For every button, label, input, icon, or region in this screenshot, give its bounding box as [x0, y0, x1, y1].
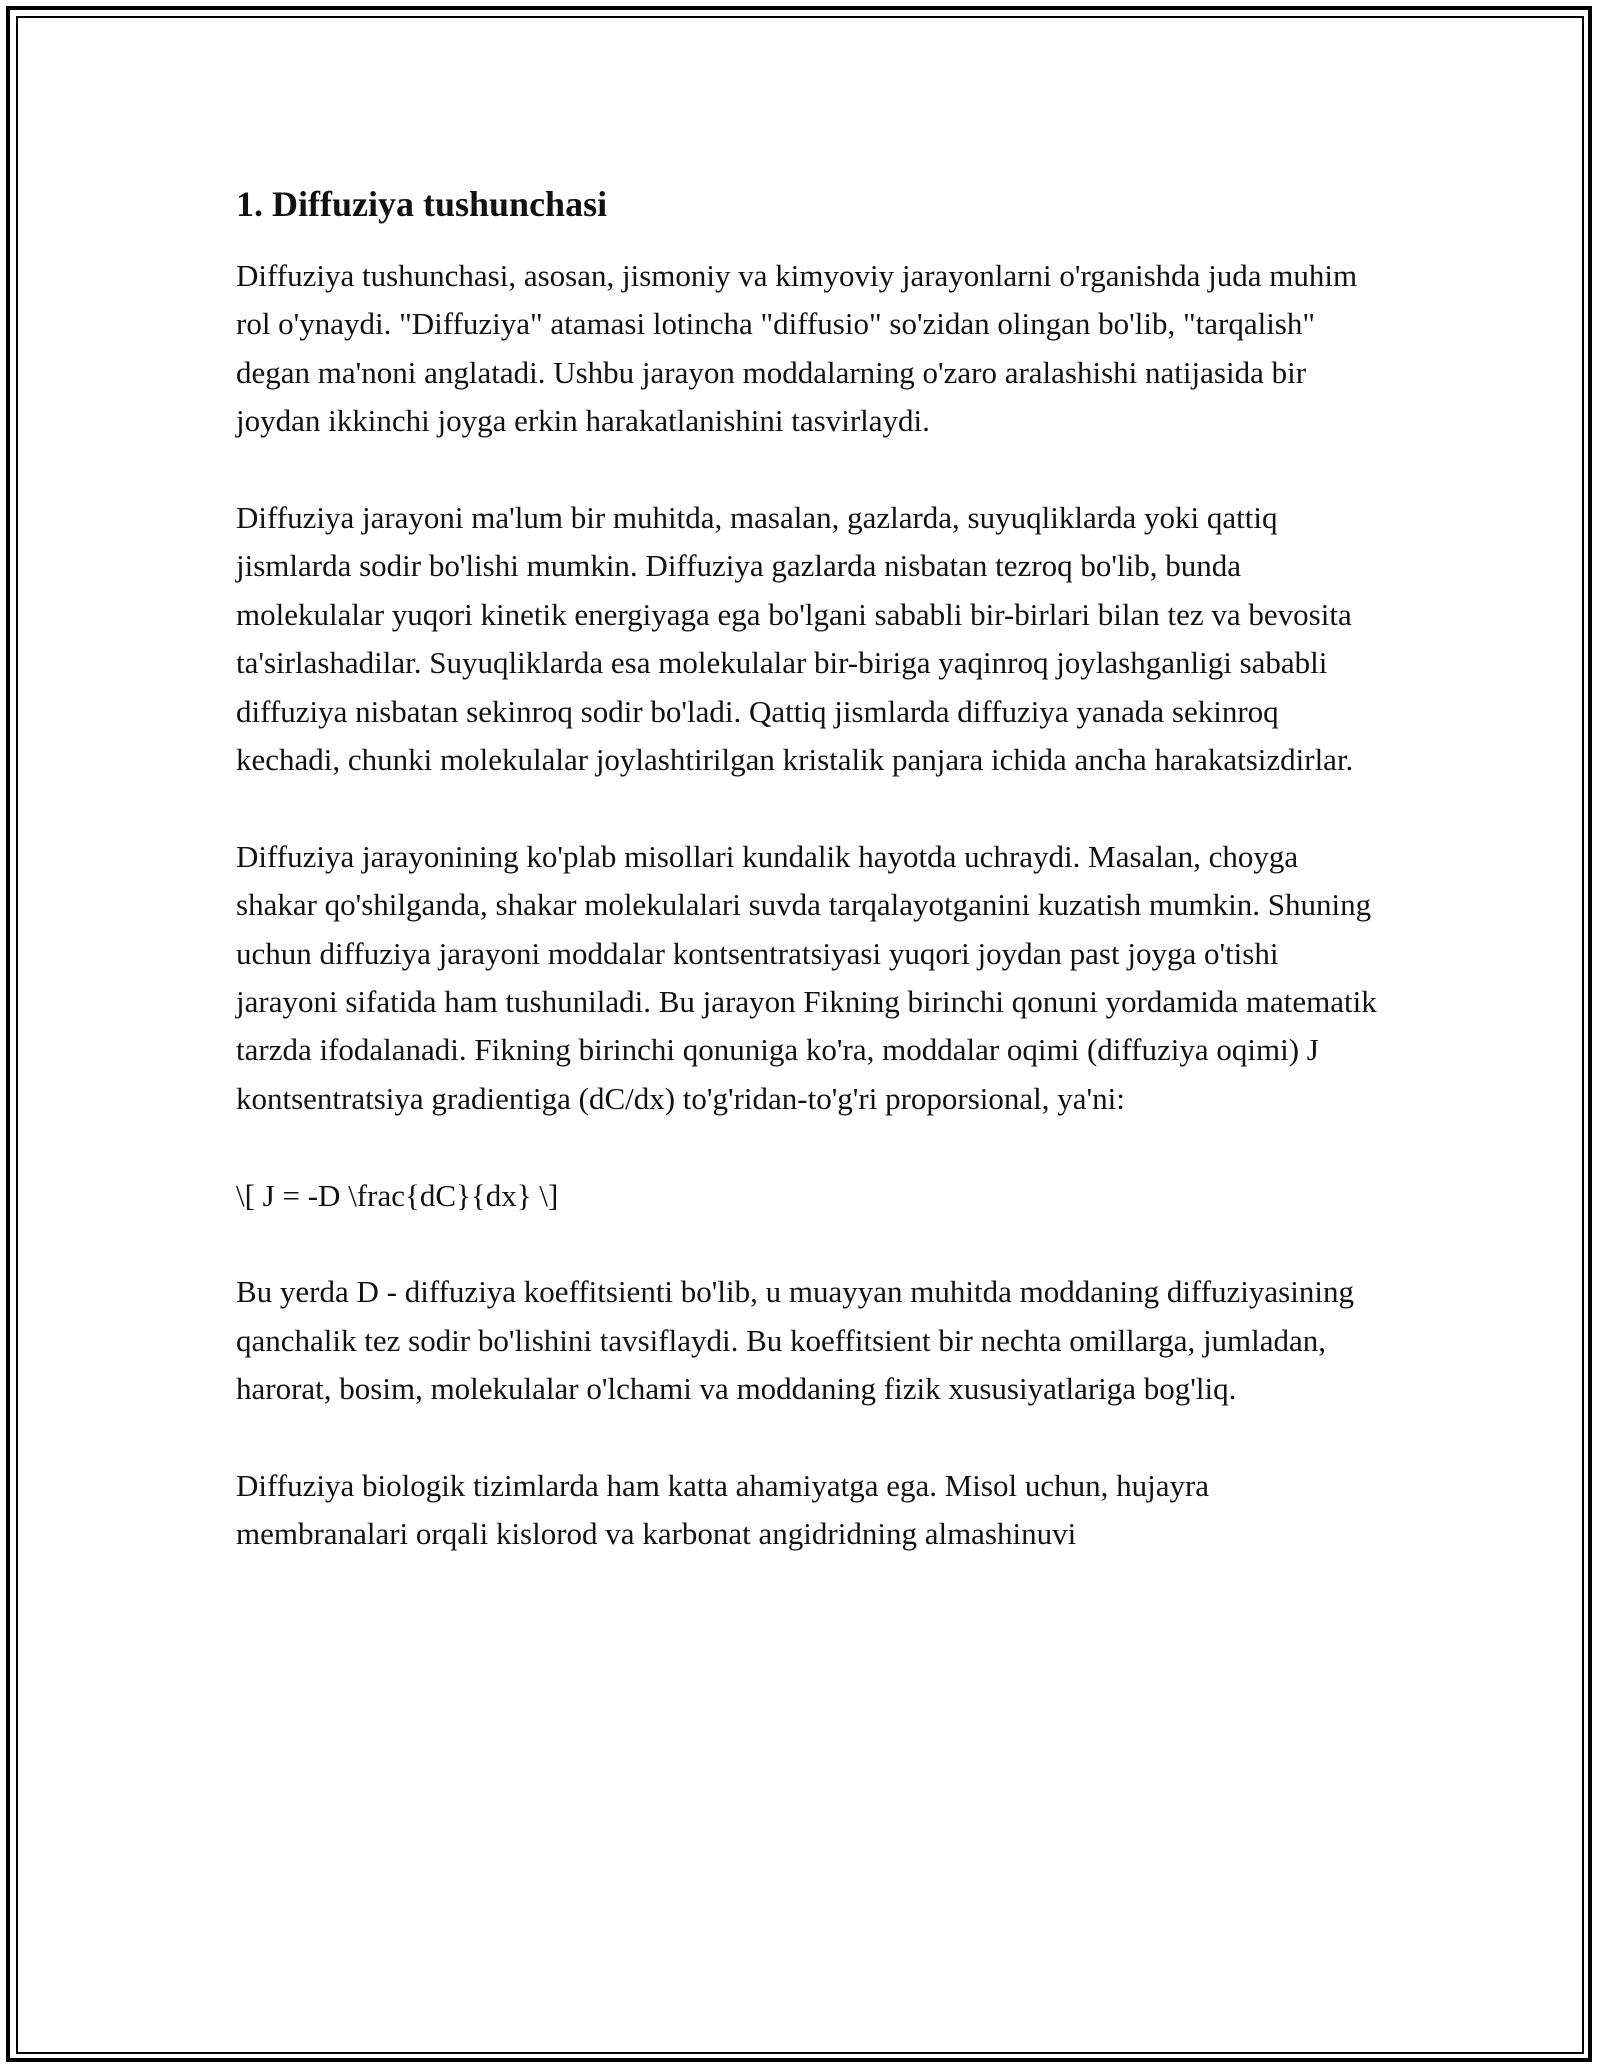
section-heading: 1. Diffuziya tushunchasi — [236, 184, 608, 224]
document-body — [236, 182, 1386, 1559]
paragraph-media: Diffuziya jarayoni ma'lum bir muhitda, masalan, gazlarda, suyuqliklarda yoki qattiq jismlarda sodir bo'lishi mumkin. Diffuziya gazlarda nisbatan tezroq bo'lib, bunda molekulalar yuqori kinetik energiyaga ega bo'lgani sababli bir-birlari bilan tez va bevosita ta'sirlashadilar. Suyuqliklarda esa molekulalar bir-biriga yaqinroq joylashganligi sababli diffuziya nisbatan sekinroq sodir bo'ladi. Qattiq jismlarda diffuziya yanada sekinroq kechadi, chunki molekulalar joylashtirilgan kristalik panjara ichida ancha harakatsizdirlar. — [236, 500, 1354, 778]
paragraph-examples: Diffuziya jarayonining ko'plab misollari kundalik hayotda uchraydi. Masalan, choyga shakar qo'shilganda, shakar molekulalari suvda tarqalayotganini kuzatish mumkin. Shuning uchun diffuziya jarayoni moddalar kontsentratsiyasi yuqori joydan past joyga o'tishi jarayoni sifatida ham tushuniladi. Bu jarayon Fikning birinchi qonuni yordamida matematik tarzda ifodalanadi. Fikning birinchi qonuniga ko'ra, moddalar oqimi (diffuziya oqimi) J kontsentratsiya gradientiga (dC/dx) to'g'ridan-to'g'ri proporsional, ya'ni: — [236, 838, 1377, 1116]
paragraph-definition: Diffuziya tushunchasi, asosan, jismoniy va kimyoviy jarayonlarni o'rganishda juda muhim rol o'ynaydi. "Diffuziya" atamasi lotincha "diffusio" so'zidan olingan bo'lib, "tarqalish" degan ma'noni anglatadi. Ushbu jarayon moddalarning o'zaro aralashishi natijasida bir joydan ikkinchi joyga erkin harakatlanishini tasvirlaydi. — [236, 258, 1358, 439]
formula-fick-law: \[ J = -D \frac{dC}{dx} \] — [236, 1177, 559, 1213]
paragraph-biology: Diffuziya biologik tizimlarda ham katta ahamiyatga ega. Misol uchun, hujayra membranalari orqali kislorod va karbonat angidridning almashinuvi — [236, 1468, 1210, 1552]
paragraph-coefficient: Bu yerda D - diffuziya koeffitsienti bo'lib, u muayyan muhitda moddaning diffuziyasining qanchalik tez sodir bo'lishini tavsiflaydi. Bu koeffitsient bir nechta omillarga, jumladan, harorat, bosim, molekulalar o'lchami va moddaning fizik xususiyatlariga bog'liq. — [236, 1274, 1354, 1407]
